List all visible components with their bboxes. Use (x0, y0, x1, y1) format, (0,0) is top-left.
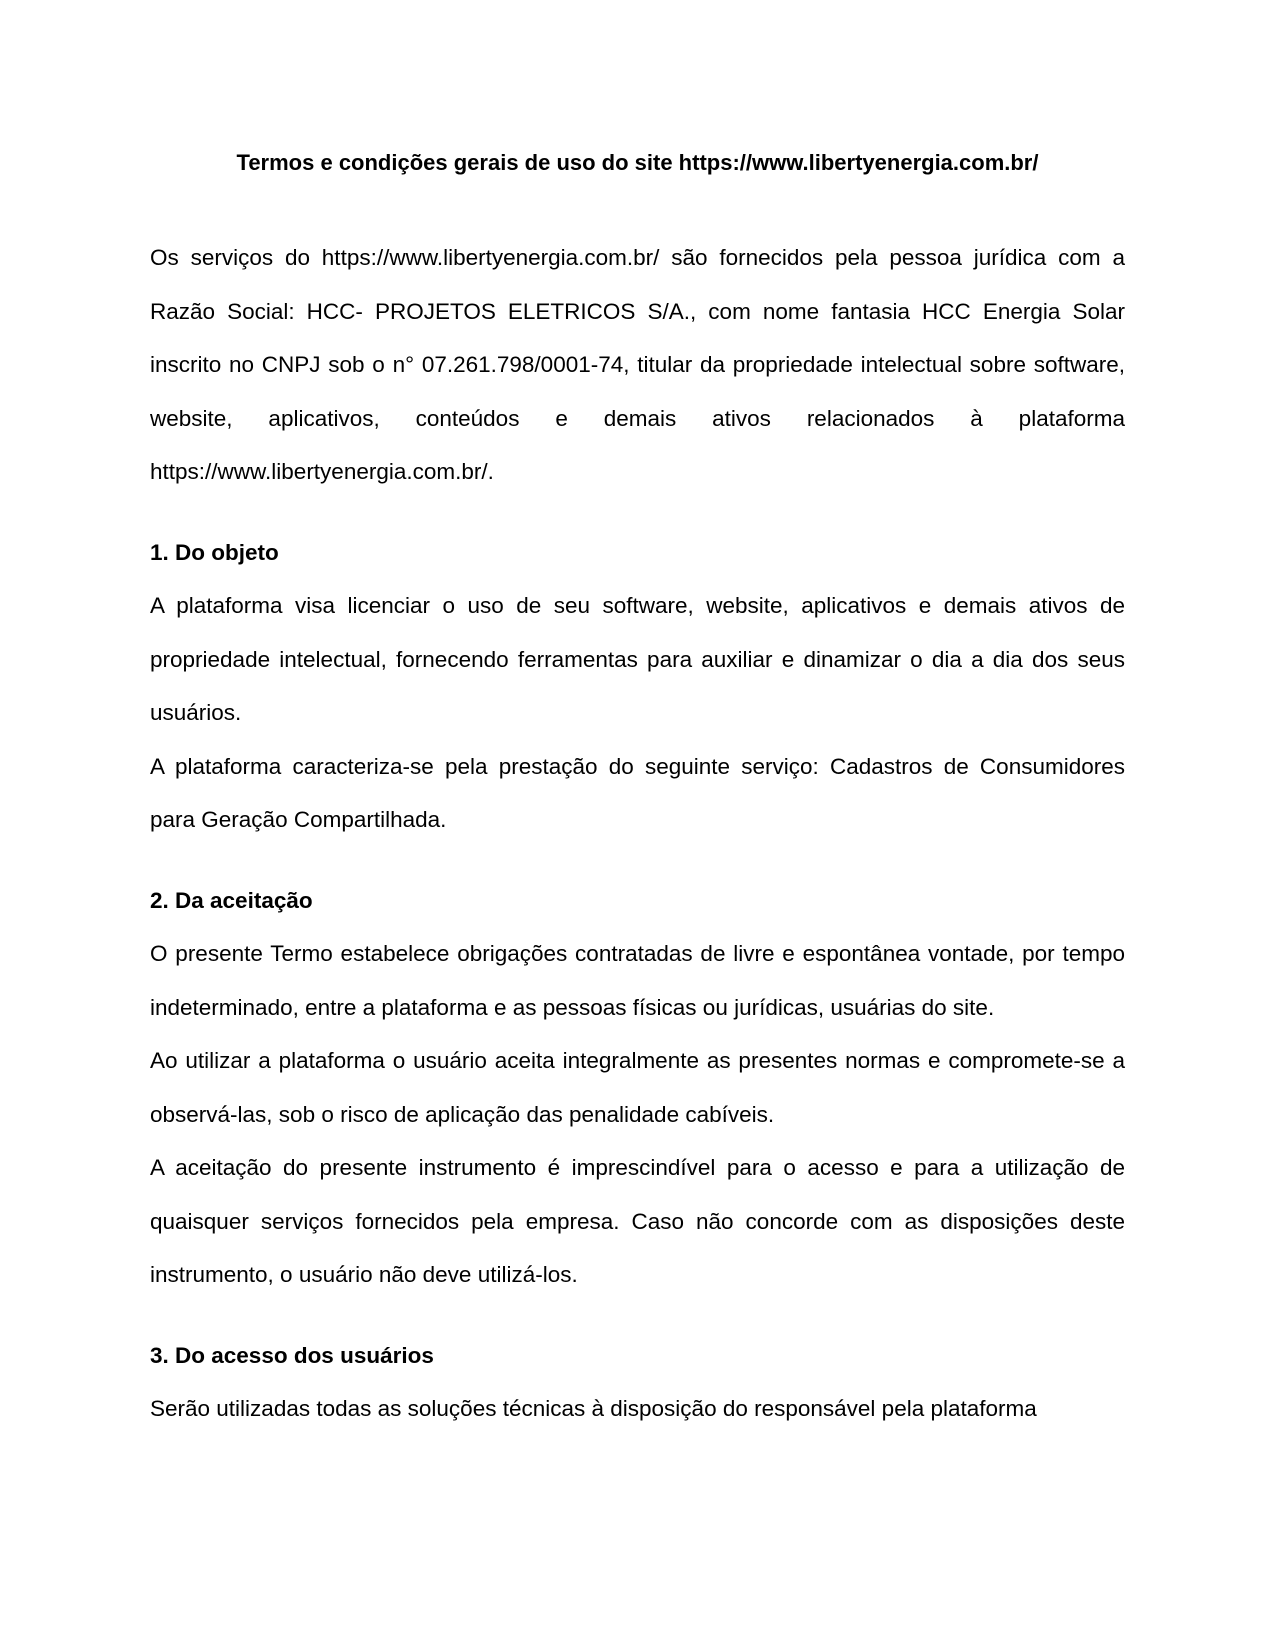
section-paragraph: O presente Termo estabelece obrigações contratadas de livre e espontânea vontade, por tempo indeterminado, entre a plataforma e as pessoas físicas ou jurídicas, usuárias do site. (150, 941, 1125, 1020)
section-paragraph: Serão utilizadas todas as soluções técnicas à disposição do responsável pela plataforma (150, 1396, 1037, 1421)
intro-paragraph: Os serviços do https://www.libertyenergia.com.br/ são fornecidos pela pessoa jurídica com a Razão Social: HCC- PROJETOS ELETRICOS S/A., com nome fantasia HCC Energia Solar inscrito no CNPJ sob o n° 07.261.798/0001-74, titular da propriedade intelectual sobre software, website, aplicativos, conteúdos e demais ativos relacionados à plataforma https://www.libertyenergia.com.br/. (150, 245, 1125, 484)
section-heading: 3. Do acesso dos usuários (150, 1342, 434, 1368)
section-do-objeto (150, 526, 1125, 847)
section-paragraph: A plataforma caracteriza-se pela prestação do seguinte serviço: Cadastros de Consumidores para Geração Compartilhada. (150, 753, 1125, 832)
section-do-acesso-dos-usuarios (150, 1329, 1125, 1436)
document-body (150, 231, 1125, 1436)
section-da-aceitacao (150, 874, 1125, 1302)
section-paragraph: A plataforma visa licenciar o uso de seu software, website, aplicativos e demais ativos de propriedade intelectual, fornecendo ferramentas para auxiliar e dinamizar o dia a dia dos seus usuários. (150, 593, 1125, 725)
section-heading: 1. Do objeto (150, 539, 279, 565)
section-paragraph: Ao utilizar a plataforma o usuário aceita integralmente as presentes normas e compromete-se a observá-las, sob o risco de aplicação das penalidade cabíveis. (150, 1048, 1125, 1127)
section-paragraph: A aceitação do presente instrumento é imprescindível para o acesso e para a utilização de quaisquer serviços fornecidos pela empresa. Caso não concorde com as disposições deste instrumento, o usuário não deve utilizá-los. (150, 1155, 1125, 1287)
document-title: Termos e condições gerais de uso do site https://www.libertyenergia.com.br/ (236, 150, 1039, 175)
section-heading: 2. Da aceitação (150, 887, 313, 913)
